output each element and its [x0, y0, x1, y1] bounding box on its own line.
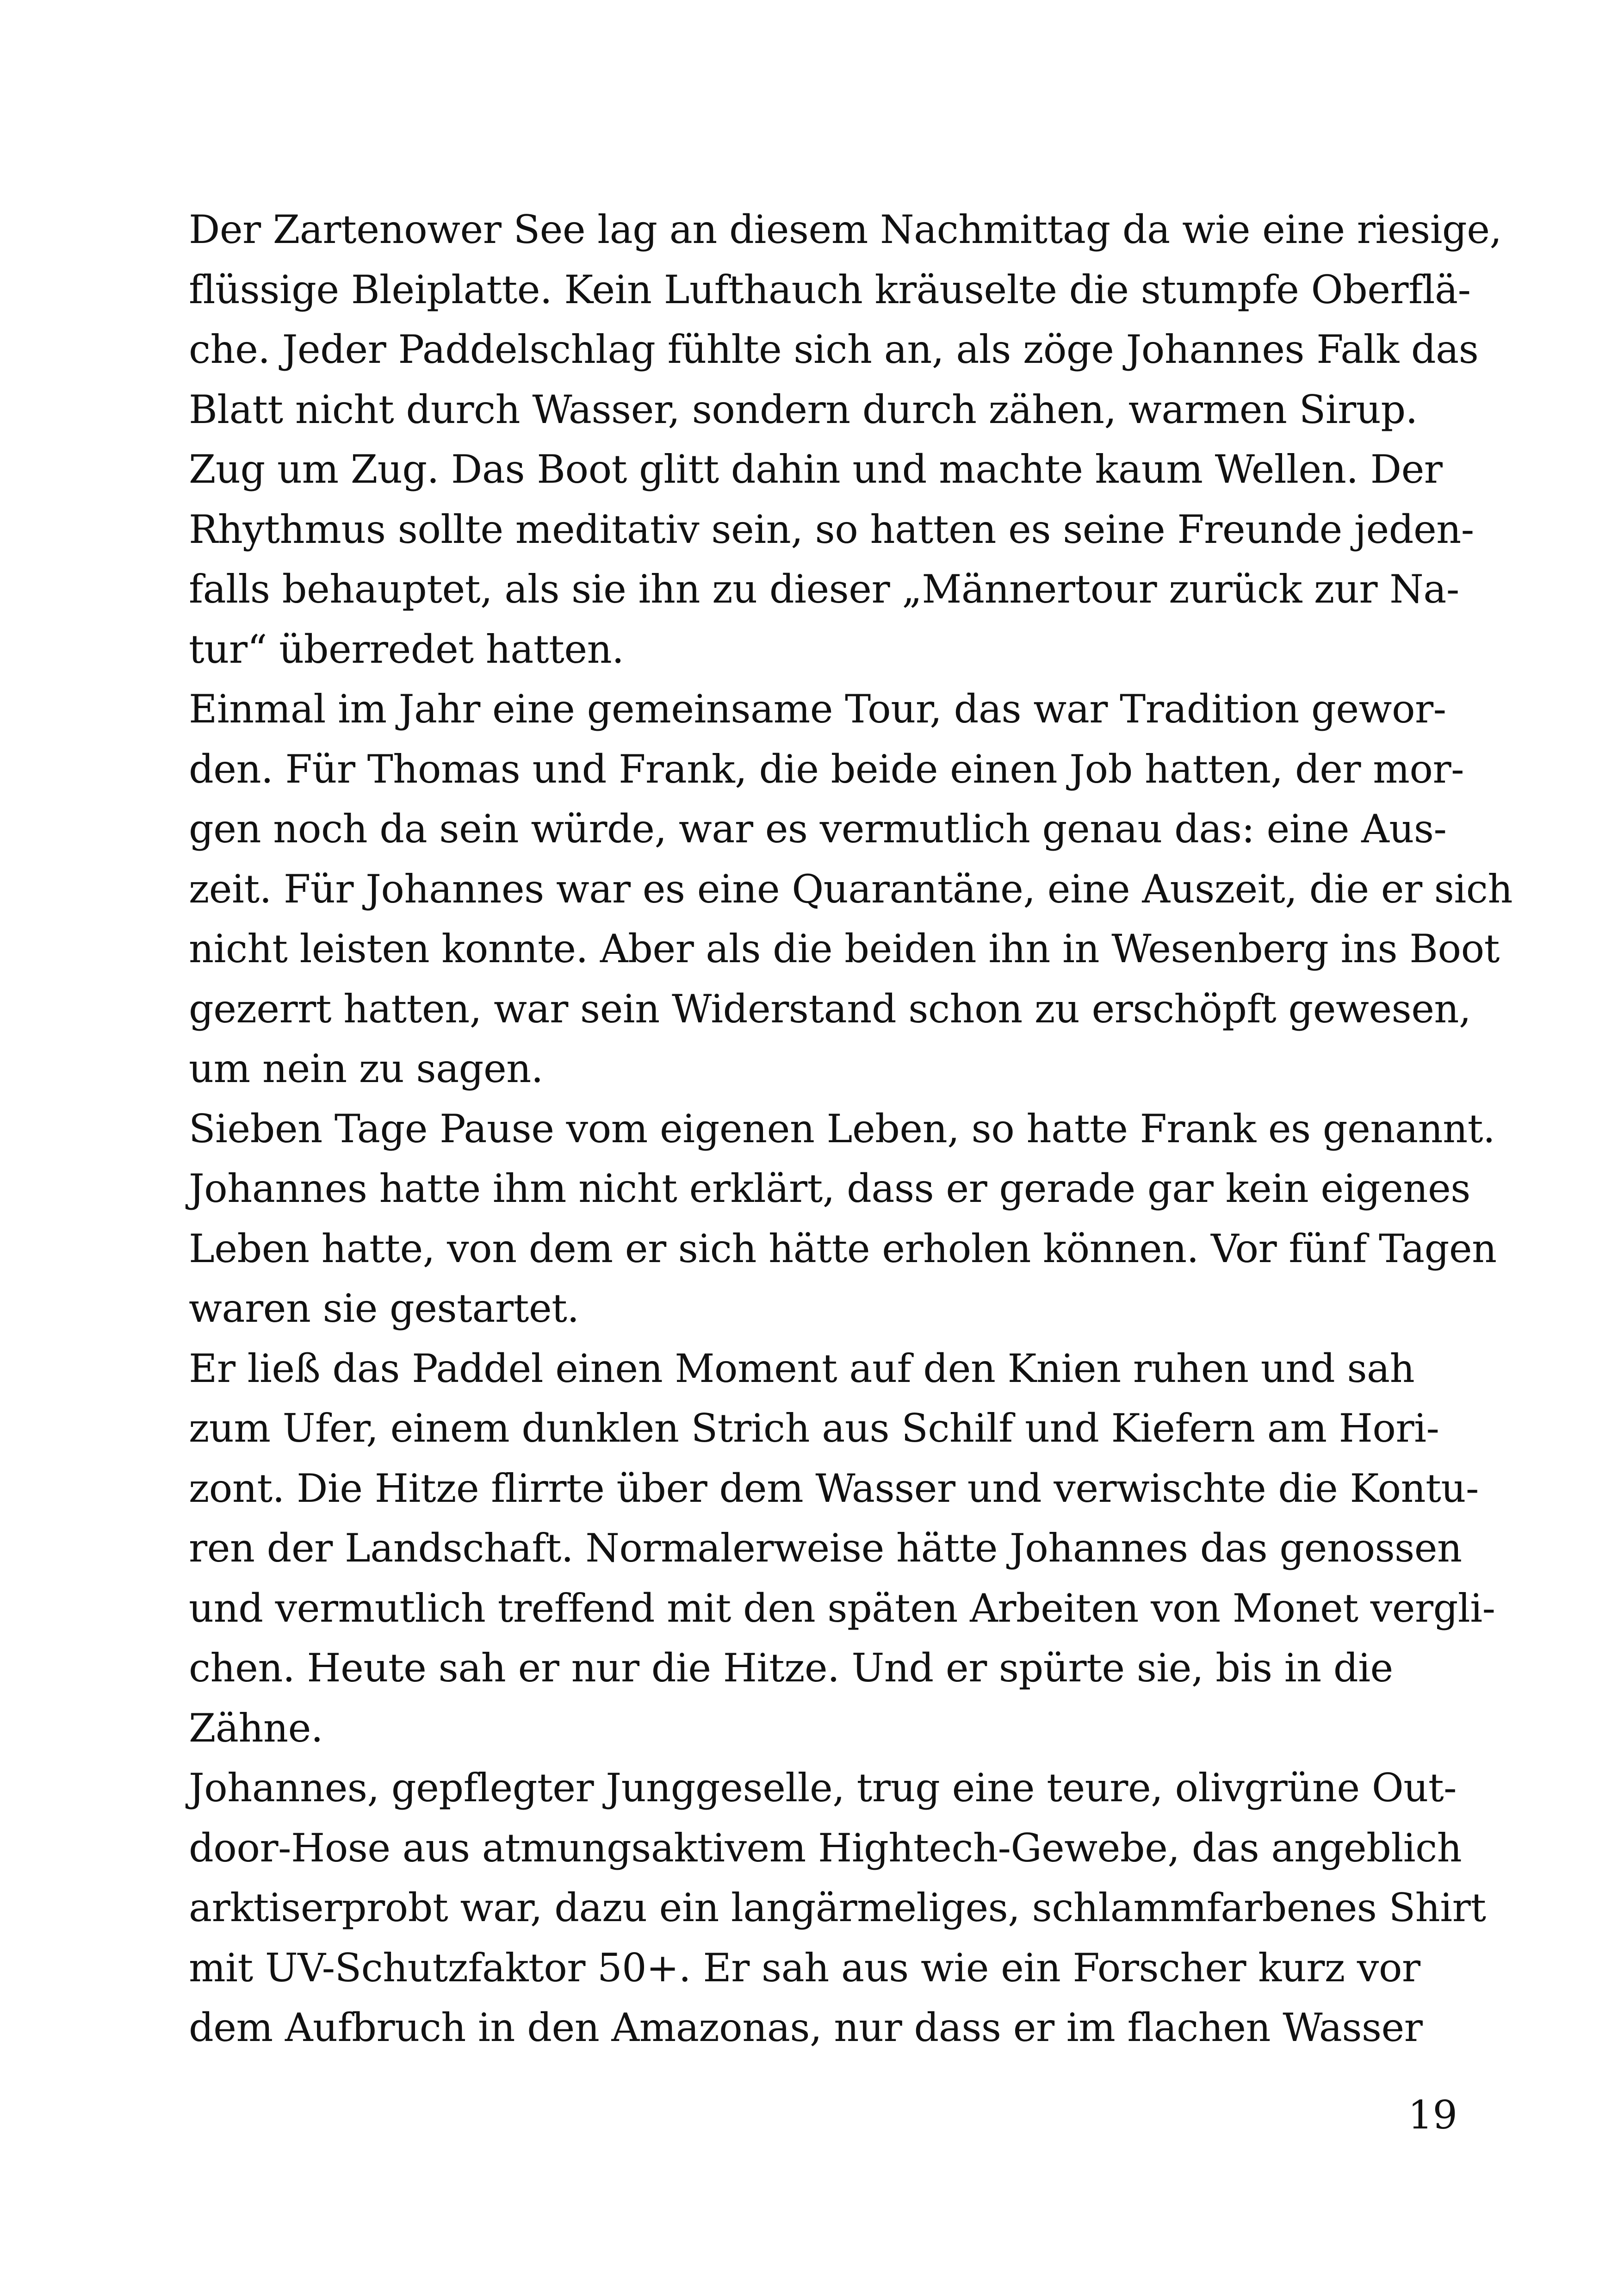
text-line: arktiserprobt war, dazu ein langärmeliges, schlammfarbenes Shirt [189, 1885, 1486, 1930]
text-line: Johannes hatte ihm nicht erklärt, dass er gerade gar kein eigenes [189, 1166, 1470, 1211]
text-line: mit UV-Schutzfaktor 50+. Er sah aus wie ein Forscher kurz vor [189, 1945, 1420, 1991]
text-line: door-Hose aus atmungsaktivem Hightech-Gewebe, das angeblich [189, 1825, 1462, 1871]
text-line: Er ließ das Paddel einen Moment auf den Knien ruhen und sah [189, 1345, 1415, 1391]
text-line: waren sie gestartet. [189, 1286, 579, 1331]
text-line: zum Ufer, einem dunklen Strich aus Schilf und Kiefern am Hori- [189, 1406, 1439, 1451]
text-line: che. Jeder Paddelschlag fühlte sich an, als zöge Johannes Falk das [189, 327, 1479, 372]
text-line: gen noch da sein würde, war es vermutlich genau das: eine Aus- [189, 806, 1447, 852]
text-line: und vermutlich treffend mit den späten Arbeiten von Monet vergli- [189, 1585, 1495, 1631]
text-line: zont. Die Hitze flirrte über dem Wasser und verwischte die Kontu- [189, 1465, 1479, 1511]
text-line: um nein zu sagen. [189, 1046, 543, 1091]
text-line: tur“ überredet hatten. [189, 626, 624, 672]
text-line: Blatt nicht durch Wasser, sondern durch zähen, warmen Sirup. [189, 386, 1418, 432]
text-line: den. Für Thomas und Frank, die beide einen Job hatten, der mor- [189, 746, 1464, 792]
body-text [189, 200, 1513, 2058]
text-line: zeit. Für Johannes war es eine Quarantäne, eine Auszeit, die er sich [189, 866, 1513, 912]
page-number: 19 [1408, 2092, 1457, 2138]
text-line: Leben hatte, von dem er sich hätte erholen können. Vor fünf Tagen [189, 1226, 1497, 1271]
text-line: flüssige Bleiplatte. Kein Lufthauch kräuselte die stumpfe Oberflä- [189, 267, 1471, 312]
text-line: Zähne. [189, 1705, 323, 1751]
text-line: falls behauptet, als sie ihn zu dieser „Männertour zurück zur Na- [189, 566, 1459, 612]
text-line: Der Zartenower See lag an diesem Nachmittag da wie eine riesige, [189, 207, 1502, 252]
text-line: Johannes, gepflegter Junggeselle, trug eine teure, olivgrüne Out- [189, 1765, 1457, 1811]
text-line: chen. Heute sah er nur die Hitze. Und er spürte sie, bis in die [189, 1645, 1393, 1691]
text-line: Zug um Zug. Das Boot glitt dahin und machte kaum Wellen. Der [189, 447, 1443, 492]
text-line: nicht leisten konnte. Aber als die beiden ihn in Wesenberg ins Boot [189, 926, 1500, 971]
text-line: Rhythmus sollte meditativ sein, so hatten es seine Freunde jeden- [189, 506, 1474, 552]
text-line: Sieben Tage Pause vom eigenen Leben, so hatte Frank es genannt. [189, 1106, 1495, 1151]
text-line: gezerrt hatten, war sein Widerstand schon zu erschöpft gewesen, [189, 986, 1471, 1032]
text-line: Einmal im Jahr eine gemeinsame Tour, das war Tradition gewor- [189, 686, 1446, 732]
text-line: ren der Landschaft. Normalerweise hätte Johannes das genossen [189, 1525, 1462, 1571]
text-line: dem Aufbruch in den Amazonas, nur dass er im flachen Wasser [189, 2005, 1423, 2050]
